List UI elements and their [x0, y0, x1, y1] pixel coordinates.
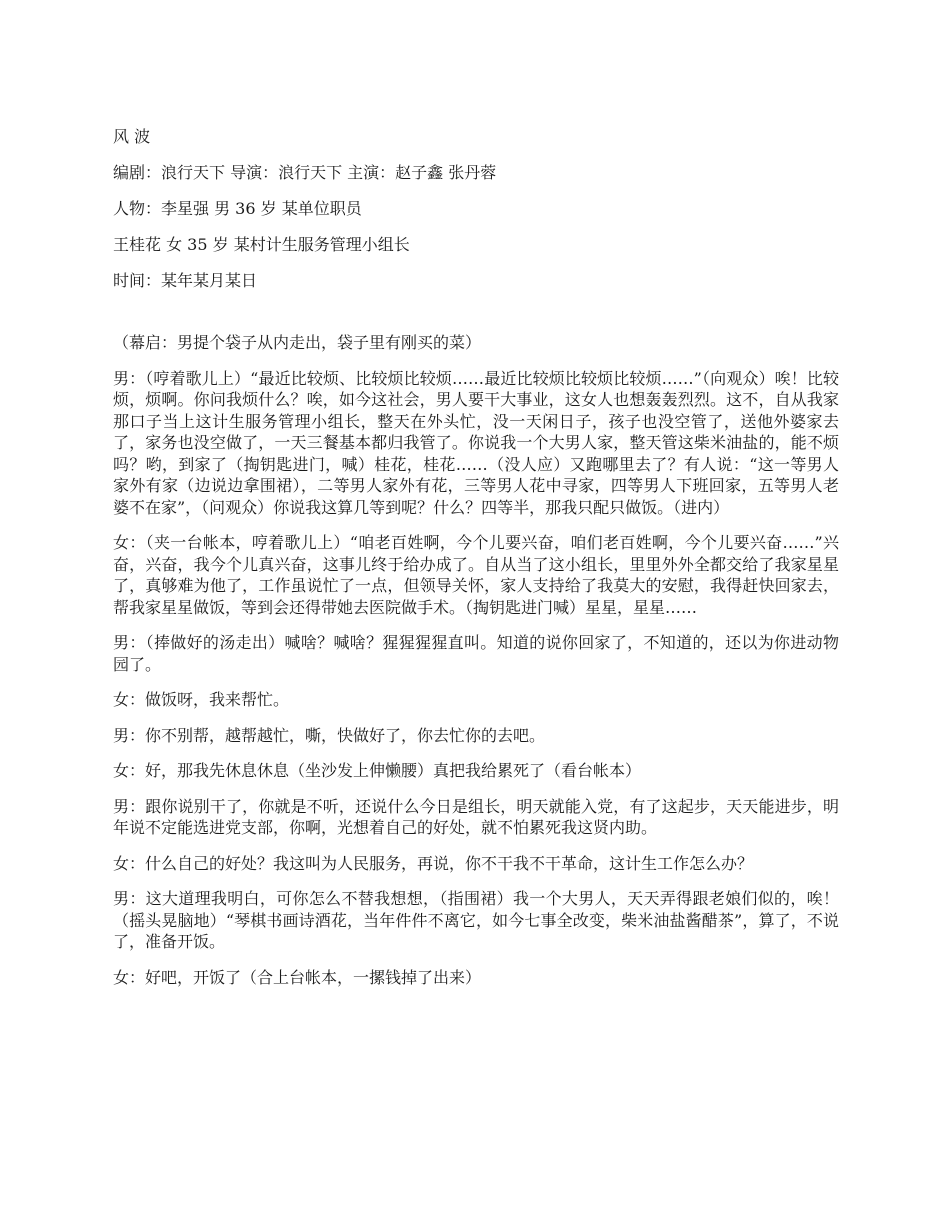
dialogue-paragraph: 女：好吧，开饭了（合上台帐本，一摞钱掉了出来） [113, 967, 482, 987]
time-line: 时间：某年某月某日 [113, 271, 258, 290]
credits-line: 编剧：浪行天下 导演：浪行天下 主演：赵子鑫 张丹蓉 [113, 163, 497, 182]
dialogue-paragraph: 男：（哼着歌儿上）“最近比较烦、比较烦比较烦……最近比较烦比较烦比较烦……”（向观众）唉！比较烦，烦啊。你问我烦什么？唉，如今这社会，男人要干大事业，这女人也想轰轰烈烈。这不，自从我家那口子当上这计生服务管理小组长，整天在外头忙，没一天闲日子，孩子也没空管了，送他外婆家去了，家务也没空做了，一天三餐基本都归我管了。你说我一个大男人家，整天管这柴米油盐的，能不烦吗？哟，到家了（掏钥匙进门，喊）桂花，桂花……（没人应）又跑哪里去了？有人说：“这一等男人家外有家（边说边拿围裙），二等男人家外有花，三等男人花中寻家，四等男人下班回家，五等男人老婆不在家”，（问观众）你说我这算几等到呢？什么？四等半，那我只配只做饭。（进内） [113, 368, 839, 517]
document-page [113, 126, 839, 1002]
section-gap [113, 306, 839, 332]
dialogue-paragraph: 男：这大道理我明白，可你怎么不替我想想，（指围裙）我一个大男人，天天弄得跟老娘们似的，唉！（摇头晃脑地）“琴棋书画诗酒花，当年件件不离它，如今七事全改变，柴米油盐酱醋茶”，算了，不说了，准备开饭。 [113, 889, 839, 951]
character-line-2: 王桂花 女 35 岁 某村计生服务管理小组长 [113, 235, 410, 254]
script-header [113, 126, 839, 292]
dialogue-paragraph: 男：你不别帮，越帮越忙，嘶，快做好了，你去忙你的去吧。 [113, 725, 546, 745]
dialogue-paragraph: 女：什么自己的好处？我这叫为人民服务，再说，你不干我不干革命，这计生工作怎么办？ [113, 853, 754, 873]
dialogue-paragraph: 男：（捧做好的汤走出）喊啥？喊啥？猩猩猩猩直叫。知道的说你回家了，不知道的，还以为你进动物园了。 [113, 633, 839, 674]
dialogue-paragraph: 女：好，那我先休息休息（坐沙发上伸懒腰）真把我给累死了（看台帐本） [113, 761, 642, 780]
stage-direction: （幕启：男提个袋子从内走出，袋子里有刚买的菜） [113, 333, 482, 352]
character-line-1: 人物：李星强 男 36 岁 某单位职员 [113, 199, 362, 218]
dialogue-paragraph: 女：做饭呀，我来帮忙。 [113, 690, 290, 709]
dialogue-paragraph: 男：跟你说别干了，你就是不听，还说什么今日是组长，明天就能入党，有了这起步，天天能进步，明年说不定能选进党支部，你啊，光想着自己的好处，就不怕累死我这贤内助。 [113, 796, 839, 837]
dialogue-paragraph: 女：（夹一台帐本，哼着歌儿上）“咱老百姓啊，今个儿要兴奋，咱们老百姓啊，今个儿要兴奋……”兴奋，兴奋，我今个儿真兴奋，这事儿终于给办成了。自从当了这小组长，里里外外全都交给了我家星星了，真够难为他了，工作虽说忙了一点，但领导关怀，家人支持给了我莫大的安慰，我得赶快回家去，帮我家星星做饭，等到会还得带她去医院做手术。（掏钥匙进门喊）星星，星星…… [113, 533, 839, 617]
play-title: 风 波 [113, 127, 151, 146]
script-body [113, 332, 839, 988]
